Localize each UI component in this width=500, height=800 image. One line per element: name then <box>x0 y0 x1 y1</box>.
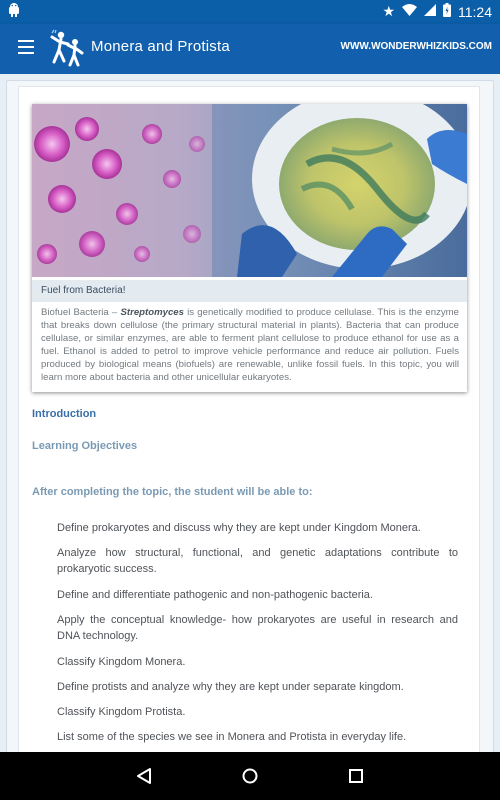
objective-item: Define protists and analyze why they are kept under separate kingdom. <box>57 681 404 693</box>
objective-item: Analyze how structural, functional, and genetic adaptations contribute to prokaryotic success. <box>57 547 458 575</box>
website-link[interactable]: WWW.WONDERWHIZKIDS.COM <box>340 41 492 52</box>
app-bar <box>0 24 500 74</box>
objective-item: Apply the conceptual knowledge- how prokaryotes are useful in research and DNA technology. <box>57 614 458 642</box>
caption-text <box>41 307 459 384</box>
menu-icon[interactable] <box>18 40 34 54</box>
navigation-bar <box>0 752 500 800</box>
caption-species: Streptomyces <box>120 307 184 318</box>
status-time: 11:24 <box>458 4 492 20</box>
objectives-intro: After completing the topic, the student will be able to: <box>32 486 313 498</box>
kids-logo-icon <box>48 28 88 70</box>
star-icon: ★ <box>382 4 395 20</box>
battery-icon <box>443 3 451 21</box>
caption-prefix: Biofuel Bacteria – <box>41 307 118 318</box>
wifi-icon <box>402 4 417 20</box>
android-icon <box>8 3 20 21</box>
recents-icon[interactable] <box>344 764 368 788</box>
caption-rest: is genetically modified to produce cellulase. This is the enzyme that breaks down cellulose (the primary structural material in plants). Bacteria that can produce cellulase, or similar enzymes, are able to ferment plant cellulose to produce ethanol for use as a fuel. Ethanol is added to petrol to improve vehicle performance and reduce air pollution. Fuels produced by biological means (biofuels) are renewable, unlike fossil fuels. In this topic, you will learn more about bacteria and other unicellular eukaryotes. <box>41 307 460 383</box>
bacteria-image <box>32 104 467 277</box>
objective-item: Classify Kingdom Monera. <box>57 656 186 668</box>
objective-item: Define and differentiate pathogenic and non-pathogenic bacteria. <box>57 589 373 601</box>
introduction-heading[interactable]: Introduction <box>32 408 97 420</box>
caption-title: Fuel from Bacteria! <box>32 280 467 302</box>
figure-card <box>32 104 467 392</box>
objective-item: List some of the species we see in Monera and Protista in everyday life. <box>57 731 407 743</box>
app-title: Monera and Protista <box>91 38 230 55</box>
home-icon[interactable] <box>238 764 262 788</box>
objective-item: Define prokaryotes and discuss why they are kept under Kingdom Monera. <box>57 522 421 534</box>
learning-objectives-heading[interactable]: Learning Objectives <box>32 440 138 452</box>
status-bar <box>0 0 500 24</box>
signal-icon <box>424 4 436 20</box>
back-icon[interactable] <box>132 764 156 788</box>
objective-item: Classify Kingdom Protista. <box>57 706 186 718</box>
